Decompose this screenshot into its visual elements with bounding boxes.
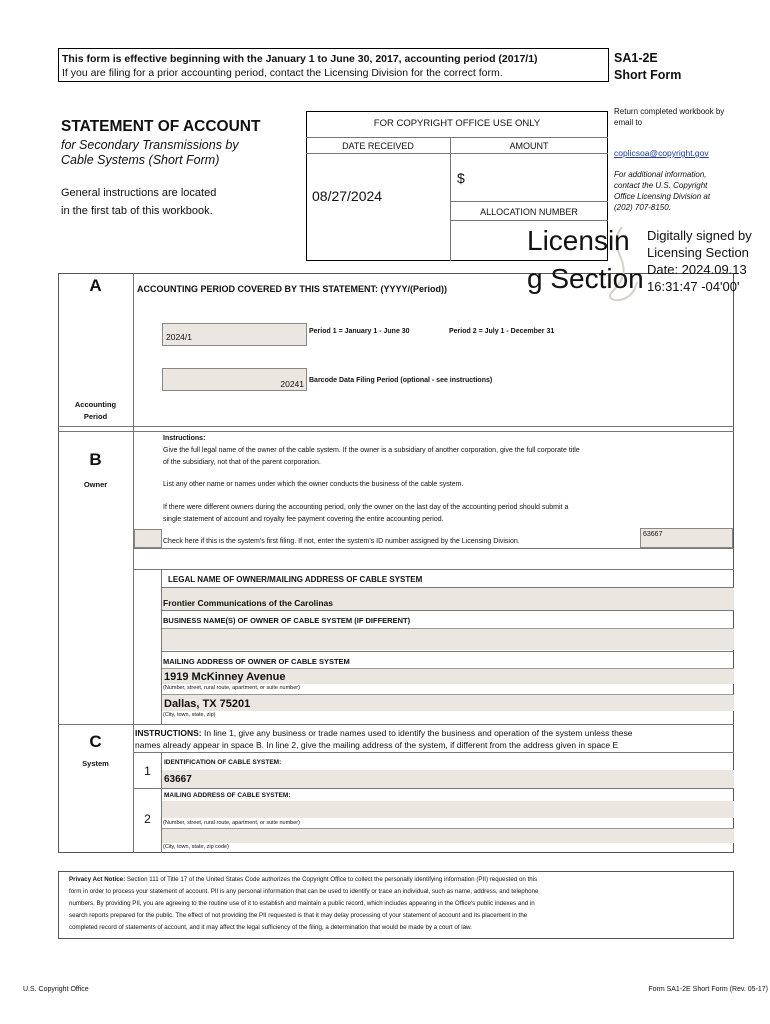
privacy-line-5: completed record of statements of account, and it may affect the legal sufficiency of the filing, a determination that would be made by a court of law. bbox=[69, 924, 472, 931]
section-a-heading: ACCOUNTING PERIOD COVERED BY THIS STATEMENT: (YYYY/(Period)) bbox=[137, 284, 448, 294]
info-text-3: Office Licensing Division at bbox=[614, 192, 711, 201]
owner-street-value: 1919 McKinney Avenue bbox=[164, 671, 286, 683]
privacy-line-4: search reports prepared for the public. The effect of not providing the PII requested is that it may delay processing of your statement of account and its placement in the bbox=[69, 912, 528, 919]
system-street-field[interactable] bbox=[162, 801, 734, 818]
barcode-period-input[interactable] bbox=[162, 368, 307, 391]
owner-instruction-2: of the subsidiary, not that of the parent corporation. bbox=[163, 459, 321, 466]
owner-instruction-5: single statement of account and royalty fee payment covering the entire accounting period. bbox=[163, 516, 444, 523]
accounting-period-input[interactable] bbox=[162, 323, 307, 346]
signature-name-line-1: Licensin bbox=[527, 225, 630, 256]
section-divider bbox=[58, 431, 734, 432]
legal-name-value: Frontier Communications of the Carolinas bbox=[163, 598, 334, 608]
signature-detail-2: Licensing Section bbox=[647, 245, 749, 260]
section-divider bbox=[58, 426, 734, 427]
privacy-line-1 bbox=[69, 876, 537, 883]
system-instructions-title: INSTRUCTIONS: bbox=[135, 728, 202, 738]
divider bbox=[161, 610, 734, 611]
system-instructions-2: names already appear in space B. In line 2, give the mailing address of the system, if different from the address given in space E bbox=[135, 740, 619, 750]
date-received-value: 08/27/2024 bbox=[312, 188, 383, 204]
footer-left: U.S. Copyright Office bbox=[23, 986, 89, 993]
system-id-label: IDENTIFICATION OF CABLE SYSTEM: bbox=[164, 759, 282, 766]
barcode-period-value: 20241 bbox=[280, 379, 304, 389]
system-identification-value: 63667 bbox=[164, 774, 192, 785]
divider bbox=[450, 220, 608, 221]
owner-street-hint: (Number, street, rural route, apartment, or suite number) bbox=[163, 685, 300, 691]
business-names-label: BUSINESS NAME(S) OF OWNER OF CABLE SYSTEM (IF DIFFERENT) bbox=[163, 616, 411, 625]
system-street-hint: (Number, street, rural route, apartment, or suite number) bbox=[163, 820, 300, 826]
line-2-number: 2 bbox=[144, 812, 151, 826]
owner-street-field[interactable] bbox=[162, 668, 734, 684]
divider bbox=[134, 569, 734, 570]
owner-city-field[interactable] bbox=[162, 694, 734, 711]
allocation-number-label: ALLOCATION NUMBER bbox=[480, 207, 578, 217]
system-instructions-1 bbox=[135, 728, 633, 738]
privacy-title: Privacy Act Notice: bbox=[69, 876, 126, 883]
amount-label: AMOUNT bbox=[509, 141, 549, 151]
page-subtitle-2: Cable Systems (Short Form) bbox=[61, 153, 220, 167]
instructions-title: Instructions: bbox=[163, 435, 206, 442]
form-id: SA1-2E bbox=[614, 51, 658, 65]
form-type: Short Form bbox=[614, 68, 682, 82]
system-city-hint: (City, town, state, zip code) bbox=[163, 844, 229, 850]
owner-instruction-1: Give the full legal name of the owner of the cable system. If the owner is a subsidiary of another corporation, give the full corporate title bbox=[163, 447, 580, 454]
privacy-text-1: Section 111 of Title 17 of the United States Code authorizes the Copyright Office to collect the personally identifying information (PII) requested on this bbox=[125, 876, 538, 883]
system-id-value: 63667 bbox=[643, 531, 663, 538]
divider bbox=[134, 788, 734, 789]
email-link[interactable]: coplicsoa@copyright.gov bbox=[614, 148, 709, 158]
return-text-1: Return completed workbook by bbox=[614, 107, 725, 116]
owner-instruction-3: List any other name or names under which the owner conducts the business of the cable system. bbox=[163, 481, 464, 488]
section-b-letter: B bbox=[89, 450, 102, 469]
owner-city-hint: (City, town, state, zip) bbox=[163, 712, 216, 718]
signature-detail-3: Date: 2024.09.13 bbox=[647, 262, 747, 277]
divider bbox=[306, 153, 608, 154]
system-id-input[interactable] bbox=[640, 528, 733, 548]
effective-notice-line1: This form is effective beginning with the January 1 to June 30, 2017, accounting period (2017/1) bbox=[62, 53, 538, 65]
legal-name-label: LEGAL NAME OF OWNER/MAILING ADDRESS OF CABLE SYSTEM bbox=[168, 575, 423, 584]
section-b-side-label: Owner bbox=[83, 480, 108, 489]
owner-instruction-4: If there were different owners during the accounting period, only the owner on the last day of the accounting period should submit a bbox=[163, 504, 569, 511]
signature-detail-1: Digitally signed by bbox=[647, 228, 752, 243]
accounting-period-value: 2024/1 bbox=[166, 332, 192, 342]
barcode-period-label: Barcode Data Filing Period (optional - see instructions) bbox=[309, 377, 493, 384]
business-names-field[interactable] bbox=[162, 628, 734, 650]
first-filing-checkbox[interactable] bbox=[134, 529, 162, 548]
divider bbox=[450, 201, 608, 202]
office-use-title: FOR COPYRIGHT OFFICE USE ONLY bbox=[373, 118, 541, 129]
section-c-side-label: System bbox=[82, 759, 109, 768]
period-1-text: Period 1 = January 1 - June 30 bbox=[309, 328, 410, 335]
system-identification-field[interactable] bbox=[162, 770, 734, 788]
section-c-letter: C bbox=[89, 732, 102, 751]
system-city-field[interactable] bbox=[162, 828, 734, 843]
first-filing-text: Check here if this is the system's first filing. If not, enter the system's ID number assigned by the Licensing Division. bbox=[163, 538, 520, 545]
divider bbox=[134, 752, 734, 753]
info-text-2: contact the U.S. Copyright bbox=[614, 181, 708, 190]
amount-currency: $ bbox=[457, 170, 465, 186]
owner-mailing-label: MAILING ADDRESS OF OWNER OF CABLE SYSTEM bbox=[163, 657, 350, 666]
section-a-letter: A bbox=[89, 276, 102, 295]
divider bbox=[306, 137, 608, 138]
page-subtitle-1: for Secondary Transmissions by bbox=[61, 138, 239, 152]
info-text-1: For additional information, bbox=[614, 170, 707, 179]
general-instructions-1: General instructions are located bbox=[61, 187, 217, 199]
effective-notice-line2: If you are filing for a prior accounting period, contact the Licensing Division for the correct form. bbox=[62, 67, 503, 79]
return-text-2: email to bbox=[614, 118, 643, 127]
general-instructions-2: in the first tab of this workbook. bbox=[61, 205, 213, 217]
legal-name-field[interactable] bbox=[162, 588, 734, 610]
privacy-line-2: form in order to process your statement of account. PII is any personal information that can be used to identify or trace an individual, such as name, address, and telephone bbox=[69, 888, 539, 895]
page-title: STATEMENT OF ACCOUNT bbox=[61, 118, 261, 135]
section-divider bbox=[58, 724, 734, 725]
section-a-side-label-1: Accounting bbox=[74, 400, 117, 409]
line-1-number: 1 bbox=[144, 764, 151, 778]
info-text-4: (202) 707-8150. bbox=[614, 203, 671, 212]
privacy-line-3: numbers. By providing PII, you are agreeing to the routine use of it to establish and maintain a public record, which includes appearing in the Office's public indexes and in bbox=[69, 900, 535, 907]
footer-right: Form SA1-2E Short Form (Rev. 05-17) bbox=[648, 986, 768, 993]
divider bbox=[450, 137, 451, 261]
system-mailing-label: MAILING ADDRESS OF CABLE SYSTEM: bbox=[164, 792, 291, 799]
system-instructions-text-1: In line 1, give any business or trade names used to identify the business and operation of the system unless these bbox=[201, 728, 633, 738]
divider bbox=[161, 651, 734, 652]
section-a-side-label-2: Period bbox=[83, 412, 108, 421]
divider bbox=[134, 548, 734, 549]
signature-detail-4: 16:31:47 -04'00' bbox=[647, 279, 740, 294]
period-2-text: Period 2 = July 1 - December 31 bbox=[449, 328, 555, 335]
signature-name-line-2: g Section bbox=[527, 263, 644, 294]
owner-city-value: Dallas, TX 75201 bbox=[164, 698, 251, 710]
date-received-label: DATE RECEIVED bbox=[342, 141, 414, 151]
